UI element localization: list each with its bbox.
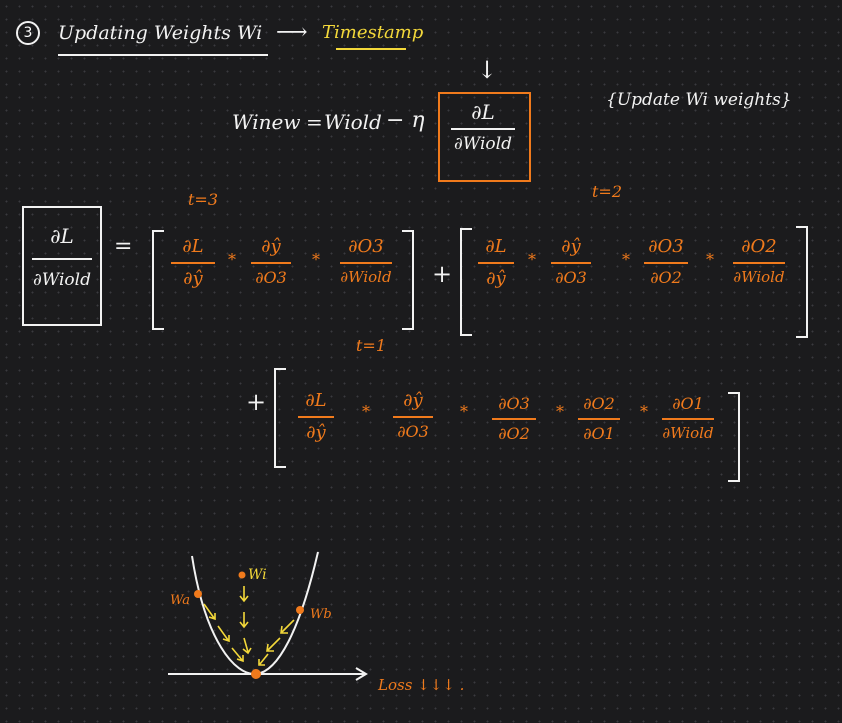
section-title: Updating Weights Wi xyxy=(58,22,263,44)
t3-term-2: ∂ŷ ∂O3 xyxy=(246,238,296,286)
t1-term-3: ∂O3 ∂O2 xyxy=(488,396,540,442)
t2-times-3: * xyxy=(706,250,714,269)
title-arrow: ⟶ xyxy=(276,20,308,45)
t2-term-3: ∂O3 ∂O2 xyxy=(640,238,692,286)
t2-term-4: ∂O2 ∂Wiold xyxy=(733,236,785,286)
wi-label: Wi xyxy=(248,567,267,583)
t2-times-1: * xyxy=(528,250,536,269)
gradient-numerator: ∂L xyxy=(471,100,495,124)
t1-term-1: ∂L ∂ŷ xyxy=(294,392,338,442)
t1-times-3: * xyxy=(556,402,564,421)
t3-label: t=3 xyxy=(188,190,219,209)
t1-term-5: ∂O1 ∂Wiold xyxy=(662,394,714,442)
t2-term-1: ∂L ∂ŷ xyxy=(474,238,518,288)
t3-term-1: ∂L ∂ŷ xyxy=(168,238,218,288)
timestamp-label: Timestamp xyxy=(322,22,424,43)
t1-times-4: * xyxy=(640,402,648,421)
wb-label: Wb xyxy=(310,607,332,622)
down-arrow: ↓ xyxy=(477,56,498,84)
lhs-denominator: ∂Wiold xyxy=(33,270,91,290)
t1-term-4: ∂O2 ∂O1 xyxy=(574,396,624,442)
wa-label: Wa xyxy=(170,593,190,608)
loss-label: Loss ↓↓↓ . xyxy=(378,676,465,694)
expansion-equals: = xyxy=(114,234,133,259)
wi-point xyxy=(239,572,246,579)
t1-label: t=1 xyxy=(356,336,387,355)
t3-term-3: ∂O3 ∂Wiold xyxy=(340,236,392,286)
t2-term-2: ∂ŷ ∂O3 xyxy=(546,238,596,286)
wb-point xyxy=(296,606,304,614)
gradient-denominator: ∂Wiold xyxy=(454,134,512,154)
minimum-point xyxy=(251,669,261,679)
t2-times-2: * xyxy=(622,250,630,269)
descent-arrows xyxy=(204,586,294,665)
t3-times-1: * xyxy=(228,250,236,269)
minus-eta: − η xyxy=(386,108,425,133)
plus-t1: + xyxy=(246,388,267,416)
step-number: 3 xyxy=(23,25,33,41)
update-note: {Update Wi weights} xyxy=(606,90,792,110)
update-equals: = xyxy=(306,110,323,134)
t3-times-2: * xyxy=(312,250,320,269)
plus-t2: + xyxy=(432,260,453,288)
wa-point xyxy=(194,590,202,598)
t1-term-2: ∂ŷ ∂O3 xyxy=(388,392,438,440)
w-new: Winew xyxy=(232,110,301,134)
t2-label: t=2 xyxy=(592,182,623,201)
w-old: Wiold xyxy=(324,110,382,134)
t1-times-1: * xyxy=(362,402,370,421)
t1-times-2: * xyxy=(460,402,468,421)
lhs-numerator: ∂L xyxy=(50,224,74,248)
